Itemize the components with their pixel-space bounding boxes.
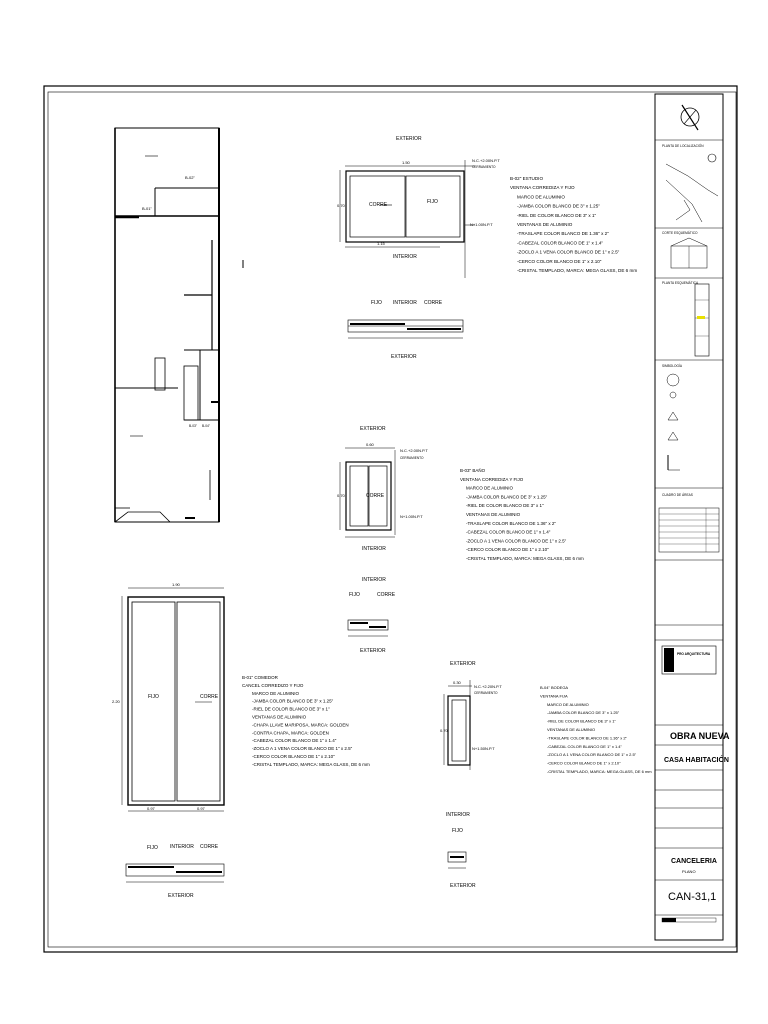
tb-clave: CAN-31,1 <box>668 891 717 903</box>
tb-cuadro-label: CUADRO DE ÁREAS <box>662 493 693 497</box>
b03-n-bottom: N+1.00N.P.T <box>400 514 423 519</box>
b03-interior: INTERIOR <box>362 546 386 552</box>
b01-dim-top: 1.90 <box>172 582 180 587</box>
spec-line: -CONTRA CHAPA, MARCA: GOLDEN <box>252 730 329 736</box>
b03-exterior: EXTERIOR <box>360 426 386 432</box>
tb-simbologia-label: SIMBOLOGÍA <box>662 364 683 368</box>
spec-line: -CERCO COLOR BLANCO DE 1" x 2.10" <box>547 760 621 766</box>
b02-interior: INTERIOR <box>393 254 417 260</box>
b03-corre: CORRE <box>366 493 385 499</box>
tb-loc-label: PLANTA DE LOCALIZACIÓN <box>662 144 704 148</box>
tb-firm: PRO ARQUITECTURA <box>677 652 711 656</box>
b04-dim-top: 0.30 <box>453 680 461 685</box>
b02-sec-corre: CORRE <box>424 300 443 306</box>
spec-line: VENTANA FIJA <box>540 693 568 699</box>
spec-line: B-02" ESTUDIO <box>510 176 544 181</box>
spec-line: VENTANA CORREDIZA Y FIJO <box>460 476 524 482</box>
tb-corte-label: CORTE ESQUEMÁTICO <box>662 231 698 235</box>
spec-line: CANCEL CORREDIZO Y FIJO <box>242 682 304 688</box>
plan-label-b01: B-01" <box>142 206 152 211</box>
spec-line: -RIEL DE COLOR BLANCO DE 3" x 1" <box>547 718 616 724</box>
spec-line: MARCO DE ALUMINIO <box>547 701 589 707</box>
b03-sec-exterior: EXTERIOR <box>360 648 386 654</box>
b02-dim-top: 1.50 <box>402 160 410 165</box>
spec-line: -CRISTAL TEMPLADO, MARCA: MEGA GLASS, DE 6 mm <box>547 769 652 774</box>
b02-dim-left: 0.70 <box>337 203 345 208</box>
plan-label-b03: B-03" <box>189 424 197 428</box>
spec-line: -JAMBA COLOR BLANCO DE 3" x 1.25" <box>466 494 548 500</box>
b02-n-bottom: N+1.00N.P.T <box>470 222 493 227</box>
spec-line: -TRASLAPE COLOR BLANCO DE 1.36" x 2" <box>547 735 627 741</box>
b04-sec-fijo: FIJO <box>452 828 463 834</box>
spec-line: -CERCO COLOR BLANCO DE 1" x 2.10" <box>252 754 335 759</box>
b02-nc-top: N.C.+2.00N.P.T <box>472 158 500 163</box>
tb-obra: OBRA NUEVA <box>670 731 730 741</box>
spec-line: -JAMBA COLOR BLANCO DE 3" x 1.25" <box>547 710 620 716</box>
spec-line: -ZOCLO A 1 VENA COLOR BLANCO DE 1" x 2.5" <box>517 249 620 255</box>
spec-line: -CRISTAL TEMPLADO, MARCA: MEGA GLASS, DE 6 mm <box>252 761 370 767</box>
spec-line: VENTANA CORREDIZA Y FIJO <box>510 185 575 191</box>
b01-dim-b1: 0.97 <box>147 806 155 811</box>
b03-dim-left: 0.70 <box>337 493 345 498</box>
b04-sec-exterior: EXTERIOR <box>450 883 476 889</box>
spec-line: -JAMBA COLOR BLANCO DE 3" x 1.25" <box>517 203 600 209</box>
b03-nc-sub: CERRAMIENTO <box>400 456 424 460</box>
spec-line: -CRISTAL TEMPLADO, MARCA: MEGA GLASS, DE 6 mm <box>517 268 638 273</box>
spec-line: -ZOCLO A 1 VENA COLOR BLANCO DE 1" x 2.5" <box>547 752 637 758</box>
b04-nc-sub: CERRAMIENTO <box>474 691 498 695</box>
b02-nc-sub: CERRAMIENTO <box>472 165 496 169</box>
spec-line: -CABEZAL COLOR BLANCO DE 1" x 1.4" <box>252 738 337 744</box>
spec-line: -CABEZAL COLOR BLANCO DE 1" x 1.4" <box>517 240 604 246</box>
spec-line: VENTANAS DE ALUMINIO <box>547 727 596 732</box>
spec-line: -TRASLAPE COLOR BLANCO DE 1.36" x 2" <box>466 520 556 526</box>
b02-sec-fijo: FIJO <box>371 300 382 306</box>
spec-line: -CABEZAL COLOR BLANCO DE 1" x 1.4" <box>547 743 622 749</box>
b02-exterior: EXTERIOR <box>396 136 422 142</box>
plan-label-b04: B-04" <box>202 424 210 428</box>
spec-line: MARCO DE ALUMINIO <box>517 194 565 200</box>
spec-line: MARCO DE ALUMINIO <box>252 690 300 696</box>
b02-sec-exterior: EXTERIOR <box>391 354 417 360</box>
spec-line: B-01" COMEDOR <box>242 675 278 680</box>
spec-line: -RIEL DE COLOR BLANCO DE 3" x 1" <box>252 706 330 712</box>
spec-line: VENTANAS DE ALUMINIO <box>517 222 573 227</box>
b01-corre: CORRE <box>200 694 219 700</box>
b04-n-bottom: N+1.50N.P.T <box>472 746 495 751</box>
spec-line: B-03" BAÑO <box>460 468 486 473</box>
plan-label-b02: B-02" <box>185 175 195 180</box>
spec-line: MARCO DE ALUMINIO <box>466 485 514 491</box>
spec-line: -RIEL DE COLOR BLANCO DE 3" x 1" <box>466 503 544 509</box>
b01-dim-b2: 0.97 <box>197 806 205 811</box>
spec-line: -ZOCLO A 1 VENA COLOR BLANCO DE 1" x 2.5" <box>252 746 353 752</box>
b03-sec-interior: INTERIOR <box>362 577 386 583</box>
b02-corre: CORRE <box>369 202 388 208</box>
b01-sec-exterior: EXTERIOR <box>168 893 194 899</box>
b04-dim-left: 0.70 <box>440 728 448 733</box>
b03-nc-top: N.C.+2.00N.P.T <box>400 448 428 453</box>
spec-line: -JAMBA COLOR BLANCO DE 3" x 1.25" <box>252 698 334 704</box>
spec-line: VENTANAS DE ALUMINIO <box>466 512 521 517</box>
spec-line: -CABEZAL COLOR BLANCO DE 1" x 1.4" <box>466 529 551 535</box>
spec-line: -TRASLAPE COLOR BLANCO DE 1.36" x 2" <box>517 231 609 237</box>
b04-exterior: EXTERIOR <box>450 661 476 667</box>
spec-line: -CERCO COLOR BLANCO DE 1" x 2.10" <box>466 547 549 553</box>
b02-sec-interior: INTERIOR <box>393 300 417 306</box>
tb-casa: CASA HABITACIÓN <box>664 757 729 764</box>
tb-tema: CANCELERIA <box>671 858 717 865</box>
b03-sec-corre: CORRE <box>377 592 396 598</box>
b02-fijo: FIJO <box>427 199 438 205</box>
b01-sec-corre: CORRE <box>200 844 219 850</box>
b01-sec-fijo: FIJO <box>147 845 158 851</box>
spec-line: -CHAPA LLAVE MARIPOSA, MARCA: GOLDEN <box>252 722 349 728</box>
spec-line: -ZOCLO A 1 VENA COLOR BLANCO DE 1" x 2.5" <box>466 538 567 544</box>
tb-planta-label: PLANTA ESQUEMÁTICA <box>662 281 699 285</box>
tb-plano: PLANO <box>682 869 696 874</box>
spec-line: B-04" BODEGA <box>540 685 569 690</box>
b01-sec-interior: INTERIOR <box>170 844 194 850</box>
b01-dim-left: 2.20 <box>112 699 120 704</box>
b03-sec-fijo: FIJO <box>349 592 360 598</box>
spec-line: -RIEL DE COLOR BLANCO DE 3" x 1" <box>517 212 597 218</box>
planta-highlight <box>697 316 705 319</box>
b03-dim-top: 0.60 <box>366 442 374 447</box>
spec-line: -CERCO COLOR BLANCO DE 1" x 2.10" <box>517 258 602 264</box>
b04-sec-interior: INTERIOR <box>446 812 470 818</box>
b02-dim-bottom: 1.15 <box>377 241 385 246</box>
spec-line: VENTANAS DE ALUMINIO <box>252 714 307 720</box>
spec-line: -CRISTAL TEMPLADO, MARCA: MEGA GLASS, DE 6 mm <box>466 556 584 561</box>
b04-nc-top: N.C.+2.20N.P.T <box>474 684 502 689</box>
b01-fijo: FIJO <box>148 694 159 700</box>
